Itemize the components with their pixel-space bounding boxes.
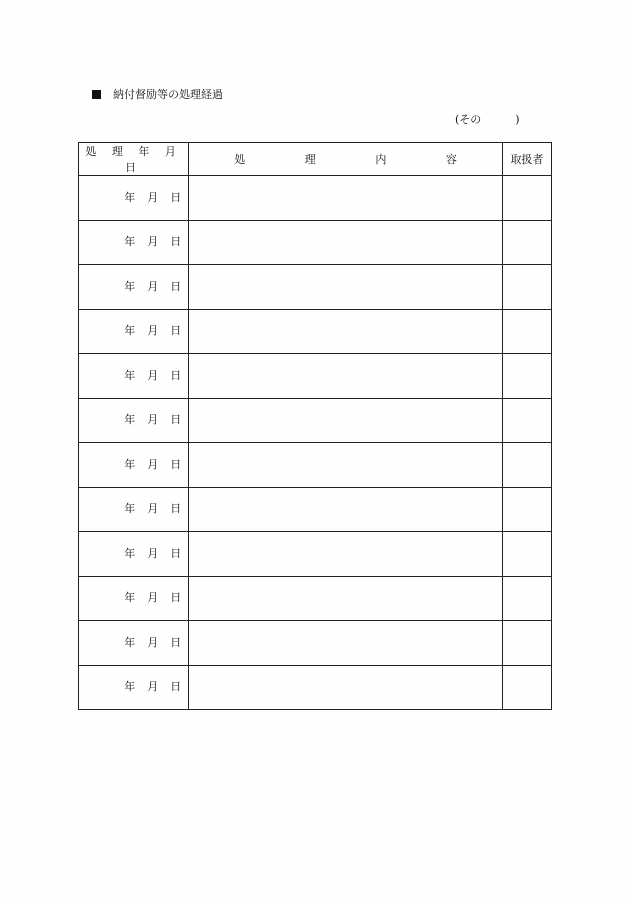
header-processing-content <box>189 143 503 176</box>
date-labels <box>112 367 181 383</box>
date-label-month: 月 <box>147 591 159 605</box>
table-row <box>79 443 552 488</box>
date-labels <box>112 545 181 561</box>
sequence-note-close: ) <box>515 113 520 126</box>
date-cell[interactable] <box>79 665 189 710</box>
content-cell[interactable] <box>189 354 503 399</box>
date-labels <box>112 233 181 249</box>
date-label-day: 日 <box>170 635 182 649</box>
date-label-year: 年 <box>124 457 136 471</box>
content-cell[interactable] <box>189 665 503 710</box>
sequence-note-open: (その <box>455 113 482 126</box>
header-content-char: 容 <box>445 153 457 166</box>
table-row <box>79 265 552 310</box>
date-label-day: 日 <box>170 502 182 516</box>
table-row <box>79 665 552 710</box>
header-staff: 取扱者 <box>502 143 551 176</box>
processing-record-table <box>78 142 552 710</box>
date-label-month: 月 <box>147 546 159 560</box>
table-row <box>79 398 552 443</box>
date-label-month: 月 <box>147 190 159 204</box>
staff-cell[interactable] <box>502 532 551 577</box>
date-label-year: 年 <box>124 279 136 293</box>
content-cell[interactable] <box>189 443 503 488</box>
date-cell[interactable] <box>79 487 189 532</box>
date-label-month: 月 <box>147 368 159 382</box>
date-label-year: 年 <box>124 190 136 204</box>
date-cell[interactable] <box>79 576 189 621</box>
table-row <box>79 220 552 265</box>
content-cell[interactable] <box>189 265 503 310</box>
date-labels <box>112 189 181 205</box>
table-row <box>79 354 552 399</box>
staff-cell[interactable] <box>502 621 551 666</box>
staff-cell[interactable] <box>502 265 551 310</box>
date-label-day: 日 <box>170 235 182 249</box>
date-label-month: 月 <box>147 502 159 516</box>
date-label-month: 月 <box>147 324 159 338</box>
date-cell[interactable] <box>79 176 189 221</box>
date-label-year: 年 <box>124 235 136 249</box>
date-label-month: 月 <box>147 235 159 249</box>
date-label-day: 日 <box>170 324 182 338</box>
date-label-year: 年 <box>124 635 136 649</box>
date-cell[interactable] <box>79 309 189 354</box>
section-title: 納付督励等の処理経過 <box>113 88 223 101</box>
date-label-year: 年 <box>124 502 136 516</box>
staff-cell[interactable] <box>502 576 551 621</box>
date-labels <box>112 589 181 605</box>
date-labels <box>112 634 181 650</box>
date-label-day: 日 <box>170 190 182 204</box>
header-processing-date: 処 理 年 月 日 <box>79 143 189 176</box>
date-label-year: 年 <box>124 324 136 338</box>
header-content-char: 理 <box>304 153 316 166</box>
date-label-day: 日 <box>170 457 182 471</box>
date-label-month: 月 <box>147 279 159 293</box>
header-content-char: 処 <box>234 153 246 166</box>
date-label-year: 年 <box>124 591 136 605</box>
header-content-char: 内 <box>375 153 387 166</box>
date-label-year: 年 <box>124 546 136 560</box>
table-row <box>79 532 552 577</box>
date-labels <box>112 278 181 294</box>
content-cell[interactable] <box>189 398 503 443</box>
date-labels <box>112 322 181 338</box>
staff-cell[interactable] <box>502 443 551 488</box>
date-cell[interactable] <box>79 443 189 488</box>
date-labels <box>112 500 181 516</box>
staff-cell[interactable] <box>502 354 551 399</box>
date-label-month: 月 <box>147 680 159 694</box>
content-cell[interactable] <box>189 176 503 221</box>
date-label-day: 日 <box>170 591 182 605</box>
black-square-icon <box>92 90 101 99</box>
date-cell[interactable] <box>79 220 189 265</box>
date-label-day: 日 <box>170 680 182 694</box>
staff-cell[interactable] <box>502 665 551 710</box>
table-row <box>79 487 552 532</box>
date-label-year: 年 <box>124 368 136 382</box>
date-label-month: 月 <box>147 457 159 471</box>
content-cell[interactable] <box>189 532 503 577</box>
date-label-day: 日 <box>170 279 182 293</box>
date-labels <box>112 456 181 472</box>
table-row <box>79 576 552 621</box>
date-labels <box>112 678 181 694</box>
table-row <box>79 176 552 221</box>
content-cell[interactable] <box>189 621 503 666</box>
staff-cell[interactable] <box>502 176 551 221</box>
section-heading <box>92 88 223 102</box>
date-cell[interactable] <box>79 265 189 310</box>
date-label-year: 年 <box>124 680 136 694</box>
content-cell[interactable] <box>189 487 503 532</box>
table-row <box>79 309 552 354</box>
date-cell[interactable] <box>79 398 189 443</box>
date-labels <box>112 411 181 427</box>
date-cell[interactable] <box>79 621 189 666</box>
date-label-day: 日 <box>170 546 182 560</box>
table-row <box>79 621 552 666</box>
content-cell[interactable] <box>189 220 503 265</box>
staff-cell[interactable] <box>502 220 551 265</box>
date-label-day: 日 <box>170 368 182 382</box>
content-cell[interactable] <box>189 309 503 354</box>
content-cell[interactable] <box>189 576 503 621</box>
date-label-month: 月 <box>147 635 159 649</box>
staff-cell[interactable] <box>502 487 551 532</box>
date-cell[interactable] <box>79 532 189 577</box>
sequence-note <box>455 113 520 127</box>
staff-cell[interactable] <box>502 398 551 443</box>
table-header-row <box>79 143 552 176</box>
date-cell[interactable] <box>79 354 189 399</box>
date-label-year: 年 <box>124 413 136 427</box>
date-label-day: 日 <box>170 413 182 427</box>
date-label-month: 月 <box>147 413 159 427</box>
table-body <box>79 176 552 710</box>
staff-cell[interactable] <box>502 309 551 354</box>
